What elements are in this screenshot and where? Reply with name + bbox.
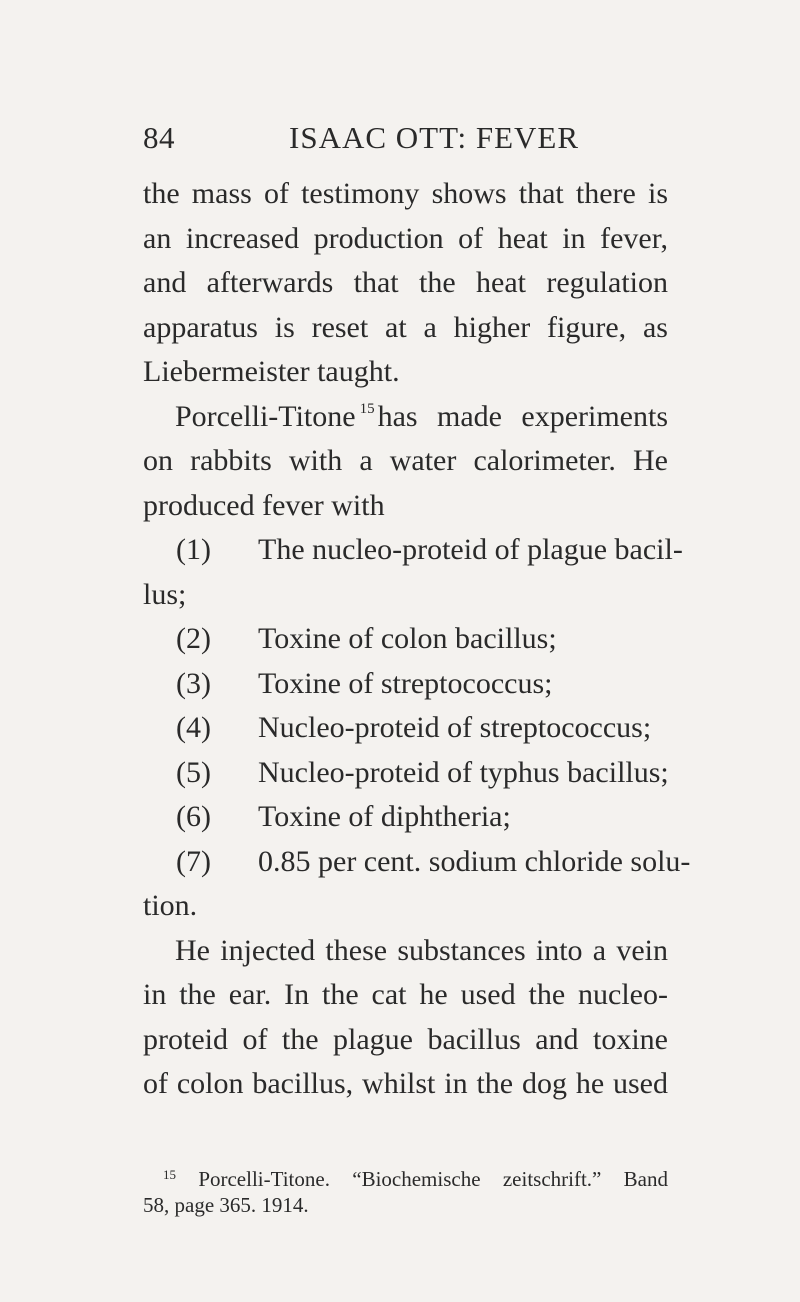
- footnote-mark: 15: [163, 1167, 176, 1182]
- body-text: [143, 172, 691, 1107]
- author-name: Porcelli-Titone: [175, 399, 356, 433]
- list-item: [143, 706, 668, 751]
- text-line: and afterwards that the heat regulation: [143, 266, 668, 299]
- list-number: (6): [176, 800, 211, 833]
- text-line: He injected these substances into a vein: [175, 933, 668, 967]
- list-text: Toxine of streptococcus;: [258, 666, 553, 700]
- list-number: (5): [176, 755, 211, 789]
- text-span: has made experiments: [377, 399, 668, 433]
- list-item: [143, 617, 668, 662]
- list-text: Toxine of colon bacillus;: [258, 622, 557, 655]
- text-line: Liebermeister taught.: [143, 355, 400, 388]
- list-item: [143, 840, 691, 885]
- paragraph-porcelli-line: [143, 395, 668, 440]
- text-line: in the ear. In the cat he used the nucleo-: [143, 978, 668, 1011]
- text-line: an increased production of heat in fever,: [143, 221, 668, 255]
- page-header: [143, 120, 668, 160]
- list-item-continuation: tion.: [143, 889, 198, 922]
- list-item: [143, 528, 683, 573]
- list-text: Nucleo-proteid of streptococcus;: [258, 711, 652, 744]
- list-item: [143, 662, 668, 707]
- text-line: produced fever with: [143, 488, 385, 522]
- text-line: of colon bacillus, whilst in the dog he used: [143, 1067, 668, 1100]
- list-number: (1): [176, 533, 211, 566]
- footnote-text: Porcelli-Titone. “Biochemische zeitschrift.” Band: [198, 1167, 668, 1191]
- text-line: proteid of the plague bacillus and toxine: [143, 1022, 668, 1056]
- list-item-continuation: lus;: [143, 577, 187, 611]
- footnote-line: 58, page 365. 1914.: [143, 1193, 309, 1217]
- list-number: (4): [176, 711, 211, 744]
- list-number: (7): [176, 844, 211, 878]
- list-item: [143, 795, 668, 840]
- list-number: (2): [176, 622, 211, 655]
- list-text: Nucleo-proteid of typhus bacillus;: [258, 755, 669, 789]
- text-line: the mass of testimony shows that there is: [143, 177, 668, 210]
- running-title: ISAAC OTT: FEVER: [289, 120, 580, 155]
- list-text: Toxine of diphtheria;: [258, 800, 511, 833]
- list-text: 0.85 per cent. sodium chloride solu-: [258, 844, 691, 878]
- footnote: [143, 1166, 668, 1218]
- page-number: 84: [143, 120, 175, 155]
- text-line: on rabbits with a water calorimeter. He: [143, 444, 668, 477]
- text-line: apparatus is reset at a higher figure, as: [143, 310, 668, 344]
- footnote-line: [143, 1166, 668, 1192]
- list-number: (3): [176, 666, 211, 700]
- footnote-reference: 15: [359, 400, 375, 417]
- list-text: The nucleo-proteid of plague bacil-: [258, 533, 683, 566]
- list-item: [143, 751, 668, 796]
